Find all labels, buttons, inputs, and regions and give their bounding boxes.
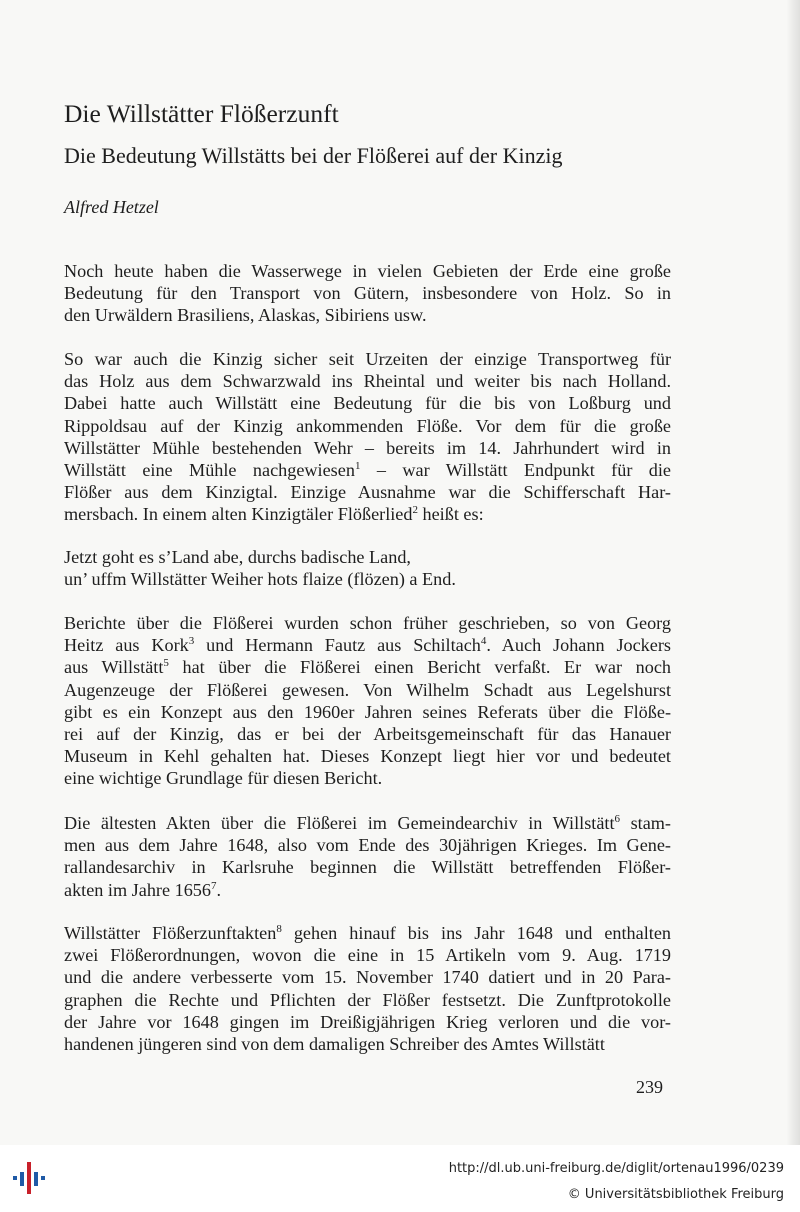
paragraph-kinzig-transport xyxy=(64,348,671,526)
article-title: Die Willstätter Flößerzunft xyxy=(64,99,339,128)
verse-floesserlied xyxy=(64,546,671,590)
footer xyxy=(0,1145,800,1212)
text-line: rei auf der Kinzig, das er bei der Arbeitsgemeinschaft für das Hanauer xyxy=(64,723,671,744)
text-line: der Jahre vor 1648 gingen im Dreißigjährigen Krieg verloren und die vor- xyxy=(64,1011,671,1032)
footnote-marker: 6 xyxy=(614,813,621,825)
text-line: Museum in Kehl gehalten hat. Dieses Konzept liegt hier vor und bedeutet xyxy=(64,746,671,767)
text-line: un’ uffm Willstätter Weiher hots flaize (flözen) a End. xyxy=(64,569,456,590)
source-url-link[interactable]: http://dl.ub.uni-freiburg.de/diglit/ortenau1996/0239 xyxy=(448,1161,784,1176)
text-line xyxy=(64,879,671,901)
text-line: Willstätter Mühle bestehenden Wehr – bereits im 14. Jahrhundert wird in xyxy=(64,437,671,458)
footnote-marker: 4 xyxy=(480,635,487,648)
ub-freiburg-logo-icon xyxy=(10,1158,50,1198)
text-line: men aus dem Jahre 1648, also vom Ende des 30jährigen Krieges. Im Gene- xyxy=(64,835,671,856)
footnote-marker: 7 xyxy=(210,879,217,892)
text-line: den Urwäldern Brasiliens, Alaskas, Sibiriens usw. xyxy=(64,305,427,326)
footnote-marker: 2 xyxy=(412,504,418,517)
text-segment: Willstätter Flößerzunftakten xyxy=(64,923,277,943)
text-segment: Heitz aus Kork xyxy=(64,635,189,656)
text-line: handenen jüngeren sind von dem damaligen Schreiber des Amtes Willstätt xyxy=(64,1033,605,1054)
text-line: Flößer aus dem Kinzigtal. Einzige Ausnahme war die Schifferschaft Har- xyxy=(64,482,671,503)
text-line: Augenzeuge der Flößerei gewesen. Von Wilhelm Schadt aus Legelshurst xyxy=(64,679,671,700)
text-line xyxy=(64,503,671,525)
text-line xyxy=(64,812,671,834)
text-segment: stam- xyxy=(620,813,671,833)
text-segment: Die ältesten Akten über die Flößerei im Gemeindearchiv in Willstätt xyxy=(64,813,615,833)
text-line: rallandesarchiv in Karlsruhe beginnen die Willstätt betreffenden Flößer- xyxy=(64,857,671,878)
text-line xyxy=(64,459,671,481)
text-line xyxy=(64,922,671,944)
text-segment: aus Willstätt xyxy=(64,657,164,678)
text-segment: gehen hinauf bis ins Jahr 1648 und enthalten xyxy=(281,923,671,943)
text-line: und die andere verbesserte vom 15. November 1740 datiert und in 20 Para- xyxy=(64,967,671,988)
page-edge-shadow xyxy=(786,0,800,1145)
text-line: So war auch die Kinzig sicher seit Urzeiten der einzige Transportweg für xyxy=(64,349,671,369)
footnote-marker: 1 xyxy=(354,459,361,472)
text-segment: mersbach. In einem alten Kinzigtäler Flößerlied xyxy=(64,504,413,525)
text-line xyxy=(64,656,671,678)
page-number: 239 xyxy=(636,1077,663,1097)
text-line: Jetzt goht es s’Land abe, durchs badische Land, xyxy=(64,547,411,567)
footnote-marker: 8 xyxy=(276,923,282,935)
footnote-marker: 5 xyxy=(163,657,169,670)
paragraph-intro xyxy=(64,260,671,327)
text-line: Berichte über die Flößerei wurden schon früher geschrieben, so von Georg xyxy=(64,613,671,633)
text-segment: akten im Jahre 1656 xyxy=(64,879,211,900)
text-segment: hat über die Flößerei einen Bericht verfaßt. Er war noch xyxy=(168,657,671,678)
copyright-notice: © Universitätsbibliothek Freiburg xyxy=(567,1187,784,1202)
text-segment: . xyxy=(216,879,222,900)
text-line: das Holz aus dem Schwarzwald ins Rheintal und weiter bis nach Holland. xyxy=(64,371,671,392)
paragraph-reports xyxy=(64,612,671,790)
text-segment: und Hermann Fautz aus Schiltach xyxy=(194,635,481,656)
text-segment: – war Willstätt Endpunkt für die xyxy=(360,459,672,480)
text-line: eine wichtige Grundlage für diesen Bericht. xyxy=(64,768,383,789)
text-line: zwei Flößerordnungen, wovon die eine in 15 Artikeln vom 9. Aug. 1719 xyxy=(64,945,671,966)
text-line: Rippoldsau auf der Kinzig ankommenden Flöße. Vor dem für die große xyxy=(64,415,671,436)
text-line: gibt es ein Konzept aus den 1960er Jahren seines Referats über die Flöße- xyxy=(64,701,671,722)
text-segment: heißt es: xyxy=(417,504,484,525)
text-segment: . Auch Johann Jockers xyxy=(486,635,671,656)
article-subtitle: Die Bedeutung Willstätts bei der Flößerei auf der Kinzig xyxy=(64,143,563,168)
text-line: graphen die Rechte und Pflichten der Flößer festsetzt. Die Zunftprotokolle xyxy=(64,989,671,1010)
text-line: Noch heute haben die Wasserwege in vielen Gebieten der Erde eine große xyxy=(64,261,671,281)
footnote-marker: 3 xyxy=(188,635,195,648)
text-line xyxy=(64,634,671,656)
paragraph-archives xyxy=(64,812,671,901)
paragraph-zunftakten xyxy=(64,922,671,1055)
text-line: Bedeutung für den Transport von Gütern, insbesondere von Holz. So in xyxy=(64,283,671,304)
text-segment: Willstätt eine Mühle nachgewiesen xyxy=(64,459,355,480)
text-line: Dabei hatte auch Willstätt eine Bedeutung für die bis von Loßburg und xyxy=(64,393,671,414)
article-author: Alfred Hetzel xyxy=(64,197,159,217)
